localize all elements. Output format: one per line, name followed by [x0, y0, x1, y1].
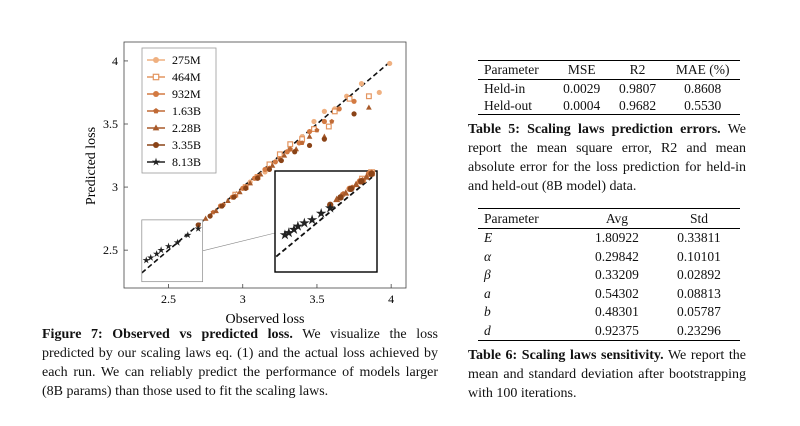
inset-connector — [203, 233, 275, 251]
data-point — [311, 119, 316, 124]
table5-cell: 0.8608 — [684, 80, 722, 96]
table6-cell: 0.48301 — [595, 304, 639, 320]
inset-frame — [275, 171, 377, 272]
table5-cell: 0.0029 — [563, 80, 601, 96]
legend-marker — [153, 57, 159, 63]
figure-caption-label: Figure 7: Observed vs predicted loss. — [42, 327, 293, 342]
table6-cell: 0.29842 — [595, 248, 639, 264]
data-point — [273, 159, 278, 164]
table5-caption — [468, 120, 746, 196]
table6-param: b — [484, 304, 491, 320]
data-point — [243, 186, 248, 191]
table6-cell: 0.10101 — [677, 248, 721, 264]
x-tick-label: 4 — [388, 292, 395, 306]
table6-param: E — [484, 230, 493, 246]
table5-caption-text: We report the mean square error, R2 and mean absolute error for the loss prediction for held-in and held-out (8B model) data. — [468, 122, 747, 194]
table6-caption-text: We report the mean and standard deviation after bootstrapping with 100 iterations. — [468, 348, 746, 401]
table6-param: d — [478, 322, 576, 341]
table6-header: Std — [658, 209, 740, 229]
table5-cell: Held-out — [478, 97, 554, 115]
table6-cell: 0.23296 — [658, 322, 740, 341]
data-point — [279, 158, 284, 163]
legend-marker — [153, 91, 159, 97]
table-row — [478, 266, 740, 285]
inset-data-point — [358, 178, 364, 184]
inset-data-point — [337, 194, 343, 200]
x-tick-label: 3.5 — [309, 292, 325, 306]
table6-cell: 0.08813 — [677, 285, 721, 301]
data-point — [351, 111, 356, 116]
table6-header: Parameter — [478, 209, 576, 229]
table6-param: α — [484, 248, 492, 264]
table5-header: MAE (%) — [665, 61, 740, 80]
data-point — [153, 250, 160, 257]
data-point — [255, 176, 260, 181]
table-row — [478, 80, 740, 98]
data-point — [387, 61, 392, 66]
table6-caption-label: Table 6: Scaling laws sensitivity. — [468, 348, 664, 363]
table-row — [478, 248, 740, 267]
data-point — [332, 109, 337, 114]
table5-cell: 0.0004 — [554, 97, 610, 115]
table6-cell: 0.02892 — [677, 267, 721, 283]
legend-marker — [153, 142, 159, 148]
figure-caption — [42, 325, 438, 401]
table6-cell: 0.92375 — [576, 322, 658, 341]
data-point — [278, 152, 283, 157]
data-point — [367, 94, 372, 99]
table5-cell: 0.9682 — [610, 97, 666, 115]
table6-cell: 0.33209 — [595, 267, 639, 283]
legend-label: 8.13B — [172, 155, 202, 169]
table5-caption-label: Table 5: Scaling laws prediction errors. — [468, 122, 721, 137]
legend-label: 464M — [172, 70, 201, 84]
legend-label: 2.28B — [172, 121, 202, 135]
data-point — [366, 104, 372, 109]
data-point — [337, 106, 342, 111]
data-point — [347, 96, 352, 101]
data-point — [359, 81, 364, 86]
legend-label: 3.35B — [172, 138, 202, 152]
data-point — [322, 137, 327, 142]
data-point — [267, 167, 272, 172]
data-point — [207, 213, 212, 218]
table-row — [478, 322, 740, 341]
data-point — [288, 142, 293, 147]
data-point — [184, 231, 191, 238]
y-tick-label: 3.5 — [103, 117, 118, 131]
y-axis-label: Predicted loss — [84, 126, 99, 206]
data-point — [322, 119, 327, 124]
data-point — [219, 203, 224, 208]
table6-cell: 1.80922 — [595, 230, 639, 246]
table6-cell: 0.54302 — [595, 285, 639, 301]
table-sensitivity — [478, 208, 740, 341]
data-point — [377, 90, 382, 95]
data-point — [307, 129, 312, 134]
table6-caption — [468, 346, 746, 403]
legend-marker — [153, 74, 158, 79]
y-tick-label: 4 — [112, 53, 118, 68]
inset-zoom — [275, 170, 377, 272]
x-axis-label: Observed loss — [225, 312, 305, 327]
inset-data-point — [368, 171, 374, 177]
figure-caption-text: We visualize the loss predicted by our scaling laws eq. (1) and the actual loss achieved by each run. We can reliably predict the performance of models larger (8B params) than those used to fit the scaling laws. — [42, 327, 438, 399]
data-point — [231, 195, 236, 200]
table5-header: Parameter — [478, 61, 554, 80]
x-tick-label: 3 — [239, 292, 246, 306]
table5-header: MSE — [554, 61, 610, 80]
legend-label: 1.63B — [172, 104, 202, 118]
scatter-chart — [70, 38, 410, 330]
data-point — [292, 149, 297, 154]
table6-header: Avg — [576, 209, 658, 229]
table6-cell: 0.05787 — [677, 304, 721, 320]
data-point — [322, 109, 327, 114]
data-point — [329, 119, 334, 124]
table5-cell: 0.5530 — [665, 97, 740, 115]
legend-label: 932M — [172, 87, 201, 101]
table-row — [478, 303, 740, 322]
table-prediction-errors — [478, 60, 740, 115]
table6-cell: 0.33811 — [677, 230, 721, 246]
legend-label: 275M — [172, 53, 201, 67]
x-tick-label: 2.5 — [161, 292, 177, 306]
table-row — [478, 229, 740, 248]
table5-cell: 0.9807 — [618, 80, 657, 96]
table5-cell: Held-in — [484, 80, 526, 96]
table6-param: β — [484, 267, 491, 283]
table5-header: R2 — [610, 61, 666, 80]
table6-param: a — [484, 285, 491, 301]
y-tick-label: 3 — [112, 180, 118, 195]
inset-data-point — [348, 186, 354, 192]
legend — [142, 48, 216, 173]
data-point — [262, 167, 267, 172]
data-point — [307, 143, 312, 148]
table-row — [478, 97, 740, 115]
data-point — [165, 243, 172, 250]
data-point — [307, 133, 313, 138]
data-point — [195, 225, 202, 232]
table-row — [478, 285, 740, 304]
data-point — [157, 246, 164, 253]
data-point — [351, 99, 356, 104]
y-tick-label: 2.5 — [103, 243, 118, 258]
data-point — [326, 124, 331, 129]
